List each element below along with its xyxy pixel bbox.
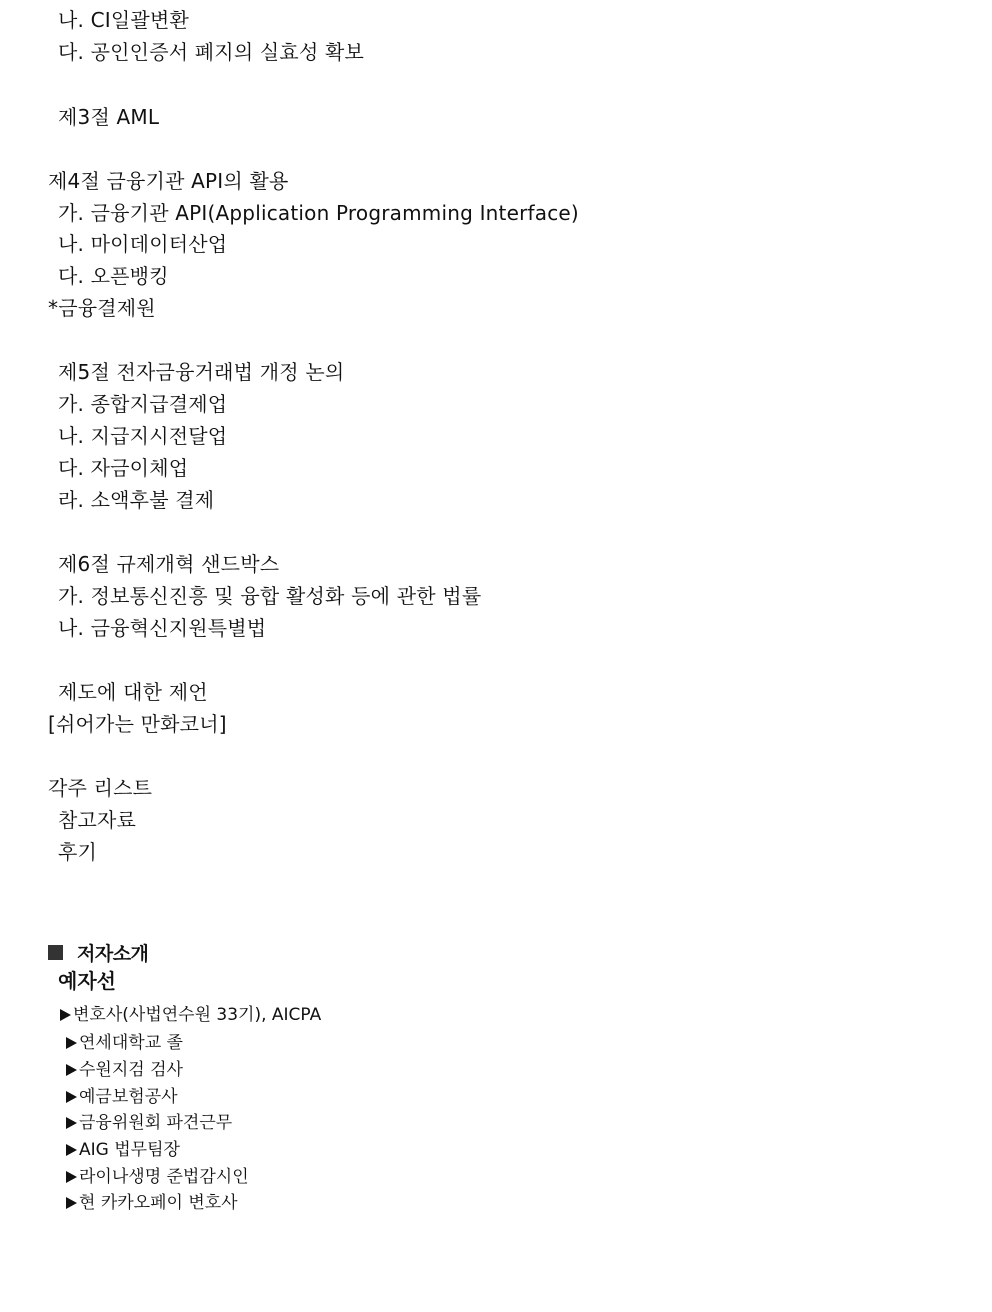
- triangle-bullet-icon: [66, 1037, 77, 1049]
- bio-text: AIG 법무팀장: [79, 1140, 180, 1160]
- triangle-bullet-icon: [60, 1009, 71, 1021]
- toc-item: 다. 공인인증서 폐지의 실효성 확보: [58, 40, 365, 64]
- toc-item: 가. 종합지급결제업: [58, 392, 228, 416]
- toc-item: 나. 금융혁신지원특별법: [58, 616, 267, 640]
- bio-item: [66, 1112, 232, 1134]
- toc-section: 제6절 규제개혁 샌드박스: [58, 552, 280, 576]
- bio-text: 연세대학교 졸: [79, 1033, 183, 1053]
- triangle-bullet-icon: [66, 1171, 77, 1183]
- bio-text: 라이나생명 준법감시인: [79, 1167, 249, 1187]
- author-name: 예자선: [58, 969, 116, 993]
- bio-item: [66, 1192, 238, 1214]
- author-section-title: 저자소개: [77, 942, 149, 965]
- toc-item: 다. 자금이체업: [58, 456, 189, 480]
- toc-item: 가. 정보통신진흥 및 융합 활성화 등에 관한 법률: [58, 584, 482, 608]
- toc-item: 가. 금융기관 API(Application Programming Interface): [58, 201, 579, 225]
- toc-section: 각주 리스트: [48, 776, 153, 800]
- toc-item: 참고자료: [58, 808, 137, 832]
- square-bullet-icon: [48, 945, 63, 960]
- toc-item: 나. CI일괄변환: [58, 8, 189, 32]
- triangle-bullet-icon: [66, 1064, 77, 1076]
- bio-text: 예금보험공사: [79, 1087, 178, 1107]
- toc-section: 제도에 대한 제언: [58, 680, 208, 704]
- triangle-bullet-icon: [66, 1144, 77, 1156]
- toc-section: 제4절 금융기관 API의 활용: [48, 169, 289, 193]
- triangle-bullet-icon: [66, 1091, 77, 1103]
- bio-text: 현 카카오페이 변호사: [79, 1193, 238, 1213]
- toc-item: 다. 오픈뱅킹: [58, 264, 169, 288]
- bio-item: [66, 1139, 180, 1161]
- bio-item: [60, 1004, 321, 1026]
- bio-item: [66, 1059, 183, 1081]
- bio-text: 변호사(사법연수원 33기), AICPA: [73, 1005, 322, 1025]
- triangle-bullet-icon: [66, 1197, 77, 1209]
- bio-text: 수원지검 검사: [79, 1060, 183, 1080]
- toc-item: 라. 소액후불 결제: [58, 488, 215, 512]
- triangle-bullet-icon: [66, 1117, 77, 1129]
- toc-item: [쉬어가는 만화코너]: [48, 712, 227, 736]
- toc-section: 제5절 전자금융거래법 개정 논의: [58, 360, 345, 384]
- bio-text: 금융위원회 파견근무: [79, 1113, 233, 1133]
- bio-item: [66, 1086, 178, 1108]
- toc-section: 제3절 AML: [58, 105, 160, 129]
- bio-item: [66, 1166, 249, 1188]
- toc-item: 나. 지급지시전달업: [58, 424, 228, 448]
- author-section-header: [48, 940, 148, 964]
- toc-item: 후기: [58, 840, 98, 864]
- bio-item: [66, 1032, 183, 1054]
- toc-item: 나. 마이데이터산업: [58, 232, 228, 256]
- toc-item: *금융결제원: [48, 296, 156, 320]
